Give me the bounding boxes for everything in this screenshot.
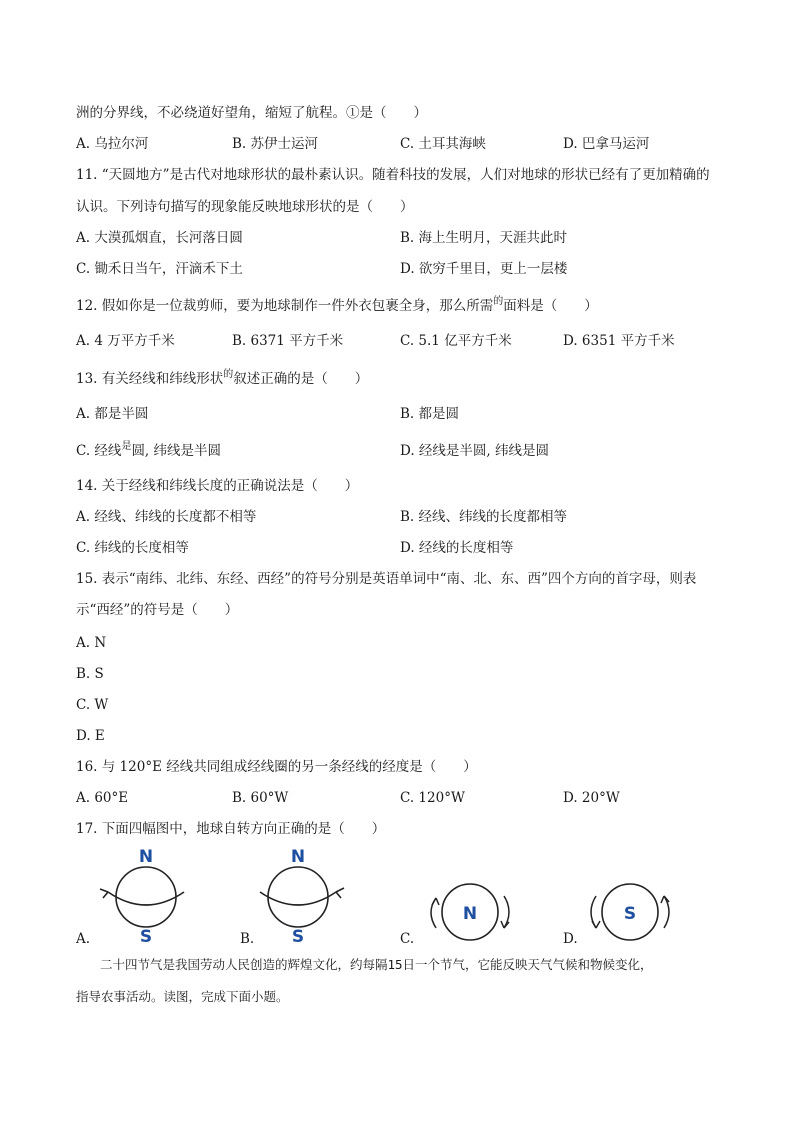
q16-option-a: A. 60°E (76, 790, 129, 806)
q11-option-b: B. 海上生明月，天涯共此时 (400, 230, 568, 246)
question-15-line-1: 15. 表示“南纬、北纬、东经、西经”的符号分别是英语单词中“南、北、东、西”四个方向的首字母，则表 (76, 571, 697, 587)
q12-option-b: B. 6371 平方千米 (232, 333, 344, 349)
question-13 (76, 370, 368, 390)
q13-option-c-head: C. 经线 (76, 443, 122, 459)
question-12-text-b: 面料是（ ） (503, 298, 598, 314)
question-12-text-a: 12. 假如你是一位裁剪师，要为地球制作一件外衣包裹全身，那么所需 (76, 298, 494, 314)
q13-option-c (76, 442, 221, 462)
q12-option-d: D. 6351 平方千米 (563, 333, 675, 349)
globe-c-north: N (462, 904, 478, 924)
q12-option-c: C. 5.1 亿平方千米 (400, 333, 512, 349)
question-11-line-1: 11. “天圆地方”是古代对地球形状的最朴素认识。随着科技的发展，人们对地球的形状已经有了更加精确的 (76, 167, 710, 183)
question-13-text-b: 叙述正确的是（ ） (233, 371, 369, 387)
q11-option-d: D. 欲穷千里目，更上一层楼 (400, 261, 568, 277)
q13-option-b: B. 都是圆 (400, 406, 460, 422)
q11-option-a: A. 大漠孤烟直，长河落日圆 (76, 230, 243, 246)
question-11-line-2: 认识。下列诗句描写的现象能反映地球形状的是（ ） (76, 199, 414, 215)
material-line-2: 指导农事活动。读图，完成下面小题。 (76, 989, 289, 1004)
question-15-line-2: 示“西经”的符号是（ ） (76, 602, 239, 618)
q13-option-a: A. 都是半圆 (76, 406, 149, 422)
q10-option-d: D. 巴拿马运河 (563, 136, 650, 152)
q14-option-c: C. 纬线的长度相等 (76, 540, 189, 556)
question-13-sup: 的 (223, 369, 234, 380)
q17-label-b: B. (240, 931, 255, 947)
globe-c-icon (420, 872, 520, 952)
q15-option-a: A. N (76, 635, 107, 651)
q15-option-b: B. S (76, 666, 104, 682)
question-12-sup: 的 (493, 296, 504, 307)
globe-a-north: N (138, 847, 154, 867)
globe-b-south: S (291, 927, 305, 946)
question-10-continuation: 洲的分界线，不必绕道好望角，缩短了航程。①是（ ） (76, 105, 427, 121)
globe-a-south: S (139, 927, 153, 946)
q10-option-b: B. 苏伊士运河 (232, 136, 319, 152)
q14-option-b: B. 经线、纬线的长度都相等 (400, 509, 568, 525)
question-14: 14. 关于经线和纬线长度的正确说法是（ ） (76, 478, 359, 494)
q12-option-a: A. 4 万平方千米 (76, 333, 175, 349)
q13-option-c-sup: 是 (121, 441, 132, 452)
question-17: 17. 下面四幅图中，地球自转方向正确的是（ ） (76, 821, 386, 837)
q16-option-c: C. 120°W (400, 790, 465, 806)
q14-option-d: D. 经线的长度相等 (400, 540, 514, 556)
q13-option-c-rest: 圆, 纬线是半圆 (131, 443, 222, 459)
q10-option-a: A. 乌拉尔河 (76, 136, 149, 152)
q14-option-a: A. 经线、纬线的长度都不相等 (76, 509, 257, 525)
q10-option-c: C. 土耳其海峡 (400, 136, 486, 152)
globe-d-icon (580, 872, 680, 952)
q11-option-c: C. 锄禾日当午，汗滴禾下土 (76, 261, 243, 277)
q16-option-b: B. 60°W (232, 790, 289, 806)
globe-b-icon (252, 842, 352, 946)
q16-option-d: D. 20°W (563, 790, 620, 806)
question-12 (76, 297, 598, 317)
globe-a-icon (96, 842, 196, 946)
q13-option-d: D. 经线是半圆, 纬线是圆 (400, 443, 550, 459)
q17-label-c: C. (400, 931, 415, 947)
q15-option-c: C. W (76, 697, 109, 713)
question-13-text-a: 13. 有关经线和纬线形状 (76, 371, 224, 387)
material-line-1: 二十四节气是我国劳动人民创造的辉煌文化，约每隔15日一个节气，它能反映天气气候和物候变化， (100, 957, 653, 972)
q15-option-d: D. E (76, 728, 105, 744)
globe-b-north: N (290, 847, 306, 867)
q17-label-d: D. (563, 931, 578, 947)
question-16: 16. 与 120°E 经线共同组成经线圈的另一条经线的经度是（ ） (76, 759, 477, 775)
globe-d-south: S (623, 904, 637, 924)
q17-label-a: A. (76, 931, 91, 947)
